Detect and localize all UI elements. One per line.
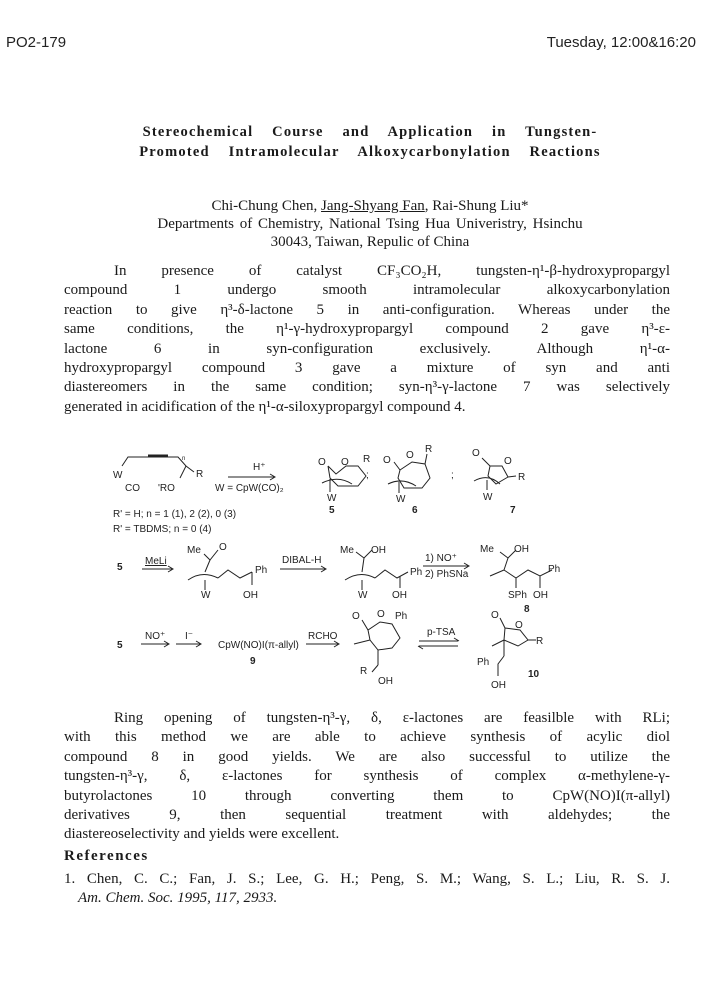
affiliation-line-2: 30043, Taiwan, Repulic of China [270, 234, 470, 250]
compound-number: 5 [117, 640, 123, 651]
text-line: diastereomers in the same condition; syn-η³-γ-lactone 7 was selectively [64, 379, 670, 396]
o-label: O [318, 457, 326, 468]
title-line-1: Stereochemical Course and Application in Tungsten- [142, 124, 598, 140]
reagent-label: 2) PhSNa [425, 569, 469, 580]
reagent-label: H⁺ [253, 462, 266, 473]
oh-label: OH [514, 544, 529, 555]
reagent-label: I⁻ [185, 631, 194, 642]
oh-label: OH [371, 545, 386, 556]
ph-label: Ph [410, 567, 423, 578]
compound-10-structure [477, 610, 543, 691]
text-line: derivatives 9, then sequential treatment with aldehydes; the [64, 806, 670, 823]
author-names: Chi-Chung Chen, [211, 198, 322, 214]
r-label: R [196, 469, 204, 480]
oh-label: OH [491, 680, 506, 691]
text-line: compound 8 in good yields. We are also successful to utilize the [64, 748, 670, 765]
reagent-label: MeLi [145, 556, 167, 567]
o-label: O [515, 620, 523, 631]
oh-label: OH [392, 590, 407, 601]
w-label: W [327, 493, 337, 504]
abstract-code: PO2-179 [6, 34, 67, 51]
sph-label: SPh [508, 590, 527, 601]
reference-item [64, 870, 670, 909]
compound-number: 10 [528, 669, 540, 680]
lactone-product [352, 609, 407, 687]
text-line: with this method we are able to achieve synthesis of acylic diol [64, 729, 670, 746]
compound-number: 6 [412, 505, 418, 516]
r-label: R [425, 444, 433, 455]
reactant-structure [113, 456, 203, 494]
o-label: O [219, 542, 227, 553]
r-label: R [536, 636, 544, 647]
ph-label: Ph [477, 657, 490, 668]
compound-number: 8 [524, 604, 530, 615]
reference-line: Am. Chem. Soc. 1995, 117, 2933. [78, 890, 278, 907]
compound-number: 9 [250, 656, 256, 667]
compound-9-formula: CpW(NO)I(π-allyl) [218, 640, 299, 651]
o-label: O [406, 450, 414, 461]
reagent-label: DIBAL-H [282, 555, 322, 566]
alcohol-intermediate [340, 545, 422, 601]
compound-number: 5 [329, 505, 335, 516]
ketone-intermediate [187, 542, 267, 601]
w-label: W [396, 494, 406, 505]
text-line: generated in acidification of the η¹-α-siloxypropargyl compound 4. [64, 398, 466, 415]
oh-label: OH [378, 676, 393, 687]
text-line: butyrolactones 10 through converting them to CpW(NO)I(π-allyl) [64, 787, 670, 804]
text-line: hydroxypropargyl compound 3 gave a mixture of syn and anti [64, 359, 670, 376]
text-line: tungsten-η³-γ, δ, ε-lactones for synthesis of complex α-methylene-γ- [64, 768, 670, 785]
co-label: CO [125, 483, 140, 494]
oh-label: OH [243, 590, 258, 601]
paragraph-2 [64, 709, 670, 845]
me-label: Me [187, 545, 201, 556]
w-label: W [201, 590, 211, 601]
me-label: Me [340, 545, 354, 556]
w-label: W [358, 590, 368, 601]
text-line: compound 1 undergo smooth intramolecular alkoxycarbonylation [64, 282, 670, 299]
o-label: O [472, 448, 480, 459]
o-label: O [377, 609, 385, 620]
separator: ; [366, 470, 369, 481]
presenting-author: Jang-Shyang Fan [321, 198, 425, 214]
w-label: W [483, 492, 493, 503]
o-label: O [504, 456, 512, 467]
r-label: R [518, 472, 526, 483]
text-line: lactone 6 in syn-configuration exclusively. Although η¹-α- [64, 340, 670, 357]
ph-label: Ph [255, 565, 268, 576]
compound-7-structure [472, 448, 525, 516]
compound-number: 5 [117, 562, 123, 573]
title-line-2: Promoted Intramolecular Alkoxycarbonylation Reactions [139, 144, 601, 160]
ro-label: 'RO [158, 483, 175, 494]
o-label: O [341, 457, 349, 468]
reagent-label: 1) NO⁺ [425, 553, 457, 564]
session-time: Tuesday, 12:00&16:20 [546, 34, 696, 51]
r-label: R [360, 666, 368, 677]
text-line: same conditions, the η¹-γ-hydroxypropargyl compound 2 gave η³-ε- [64, 321, 670, 338]
affiliation-line-1: Departments of Chemistry, National Tsing Hua Univeristry, Hsinchu [157, 216, 583, 232]
reagent-label: W = CpW(CO)₂ [215, 483, 284, 494]
ph-label: Ph [548, 564, 561, 575]
ph-label: Ph [395, 611, 408, 622]
reference-line: 1. Chen, C. C.; Fan, J. S.; Lee, G. H.; Peng, S. M.; Wang, S. L.; Liu, R. S. J. [64, 871, 670, 887]
oh-label: OH [533, 590, 548, 601]
compound-5-structure [318, 454, 370, 516]
o-label: O [352, 611, 360, 622]
text-line: reaction to give η³-δ-lactone 5 in anti-configuration. Whereas under the [64, 301, 670, 318]
text-line: diastereoselectivity and yields were excellent. [64, 826, 340, 843]
compound-6-structure [383, 444, 432, 516]
n-label: n [182, 456, 186, 462]
tungsten-label: W [113, 470, 123, 481]
text-line: In presence of catalyst CF₃CO₂H, tungsten-η¹-β-hydroxypropargyl [114, 263, 670, 279]
compound-number: 7 [510, 505, 516, 516]
substituent-legend: R' = TBDMS; n = 0 (4) [113, 524, 212, 535]
reagent-label: p-TSA [427, 627, 456, 638]
o-label: O [491, 610, 499, 621]
r-label: R [363, 454, 371, 465]
substituent-legend: R' = H; n = 1 (1), 2 (2), 0 (3) [113, 509, 237, 520]
reagent-label: RCHO [308, 631, 338, 642]
o-label: O [383, 455, 391, 466]
text-line: Ring opening of tungsten-η³-γ, δ, ε-lactones are feasilble with RLi; [114, 710, 670, 726]
author-names-rest: , Rai-Shung Liu* [424, 198, 529, 214]
compound-8-structure [480, 544, 560, 615]
reagent-label: NO⁺ [145, 631, 166, 642]
separator: ; [451, 470, 454, 481]
references-heading: References [64, 848, 149, 864]
me-label: Me [480, 544, 494, 555]
